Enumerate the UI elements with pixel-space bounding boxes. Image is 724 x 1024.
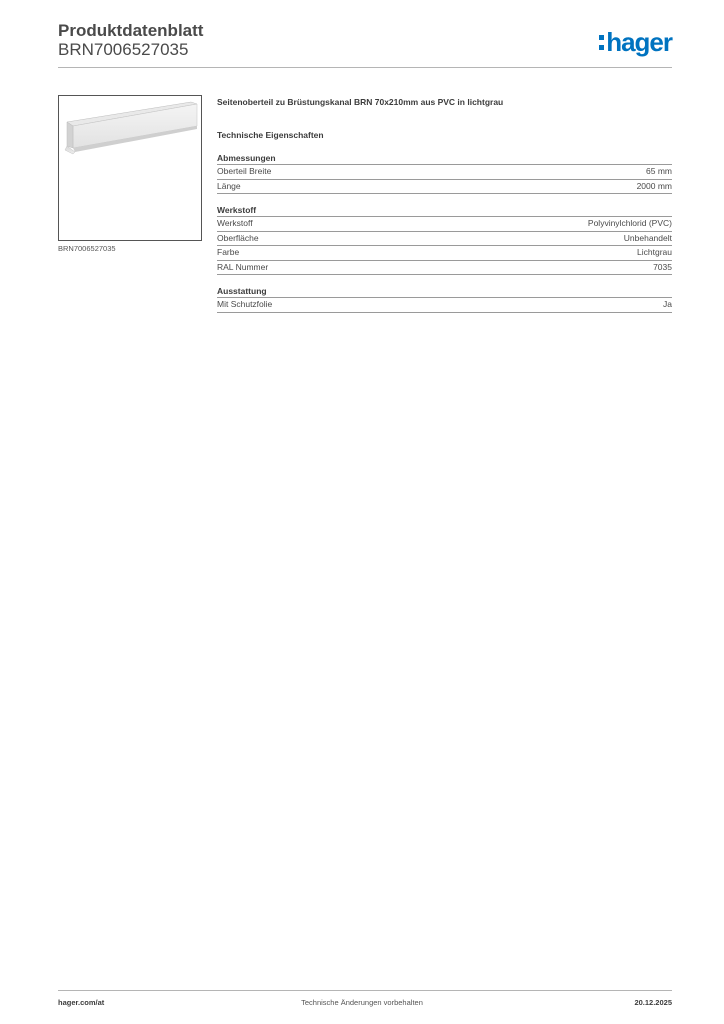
property-group-material bbox=[217, 204, 672, 275]
property-value: 65 mm bbox=[646, 166, 672, 176]
property-value: Polyvinylchlorid (PVC) bbox=[587, 218, 672, 228]
property-label: Farbe bbox=[217, 247, 240, 257]
property-label: Oberteil Breite bbox=[217, 166, 272, 176]
property-row bbox=[217, 232, 672, 247]
property-row bbox=[217, 298, 672, 313]
property-label: Werkstoff bbox=[217, 218, 253, 228]
properties-heading: Technische Eigenschaften bbox=[217, 130, 324, 140]
product-description: Seitenoberteil zu Brüstungskanal BRN 70x210mm aus PVC in lichtgrau bbox=[217, 97, 504, 107]
property-label: Länge bbox=[217, 180, 241, 191]
group-title: Werkstoff bbox=[217, 204, 672, 217]
property-value: Lichtgrau bbox=[637, 247, 672, 257]
page-title: Produktdatenblatt bbox=[58, 21, 204, 40]
footer-date: 20.12.2025 bbox=[634, 998, 672, 1007]
image-caption: BRN7006527035 bbox=[58, 244, 116, 253]
header-divider bbox=[58, 67, 672, 68]
property-row bbox=[217, 217, 672, 232]
footer-notice: Technische Änderungen vorbehalten bbox=[301, 998, 423, 1007]
property-value: Ja bbox=[663, 299, 672, 309]
cable-duct-cover-icon bbox=[59, 96, 201, 240]
property-value: 2000 mm bbox=[636, 180, 672, 191]
property-label: RAL Nummer bbox=[217, 261, 269, 272]
property-row bbox=[217, 165, 672, 180]
footer-divider bbox=[58, 990, 672, 991]
group-title: Ausstattung bbox=[217, 285, 672, 298]
property-label: Oberfläche bbox=[217, 232, 259, 243]
logo-text: hager bbox=[606, 26, 672, 57]
product-details bbox=[217, 97, 672, 313]
group-title: Abmessungen bbox=[217, 152, 672, 165]
property-label: Mit Schutzfolie bbox=[217, 299, 273, 309]
article-number: BRN7006527035 bbox=[58, 40, 189, 59]
product-image bbox=[58, 95, 202, 241]
property-row bbox=[217, 180, 672, 195]
property-group-equipment bbox=[217, 285, 672, 313]
property-value: 7035 bbox=[653, 261, 672, 272]
property-row bbox=[217, 261, 672, 276]
hager-logo bbox=[599, 28, 672, 56]
property-row bbox=[217, 246, 672, 261]
logo-dots-icon bbox=[599, 35, 604, 50]
footer-website-link[interactable]: hager.com/at bbox=[58, 998, 105, 1007]
property-group-dimensions bbox=[217, 152, 672, 194]
property-value: Unbehandelt bbox=[623, 232, 672, 243]
